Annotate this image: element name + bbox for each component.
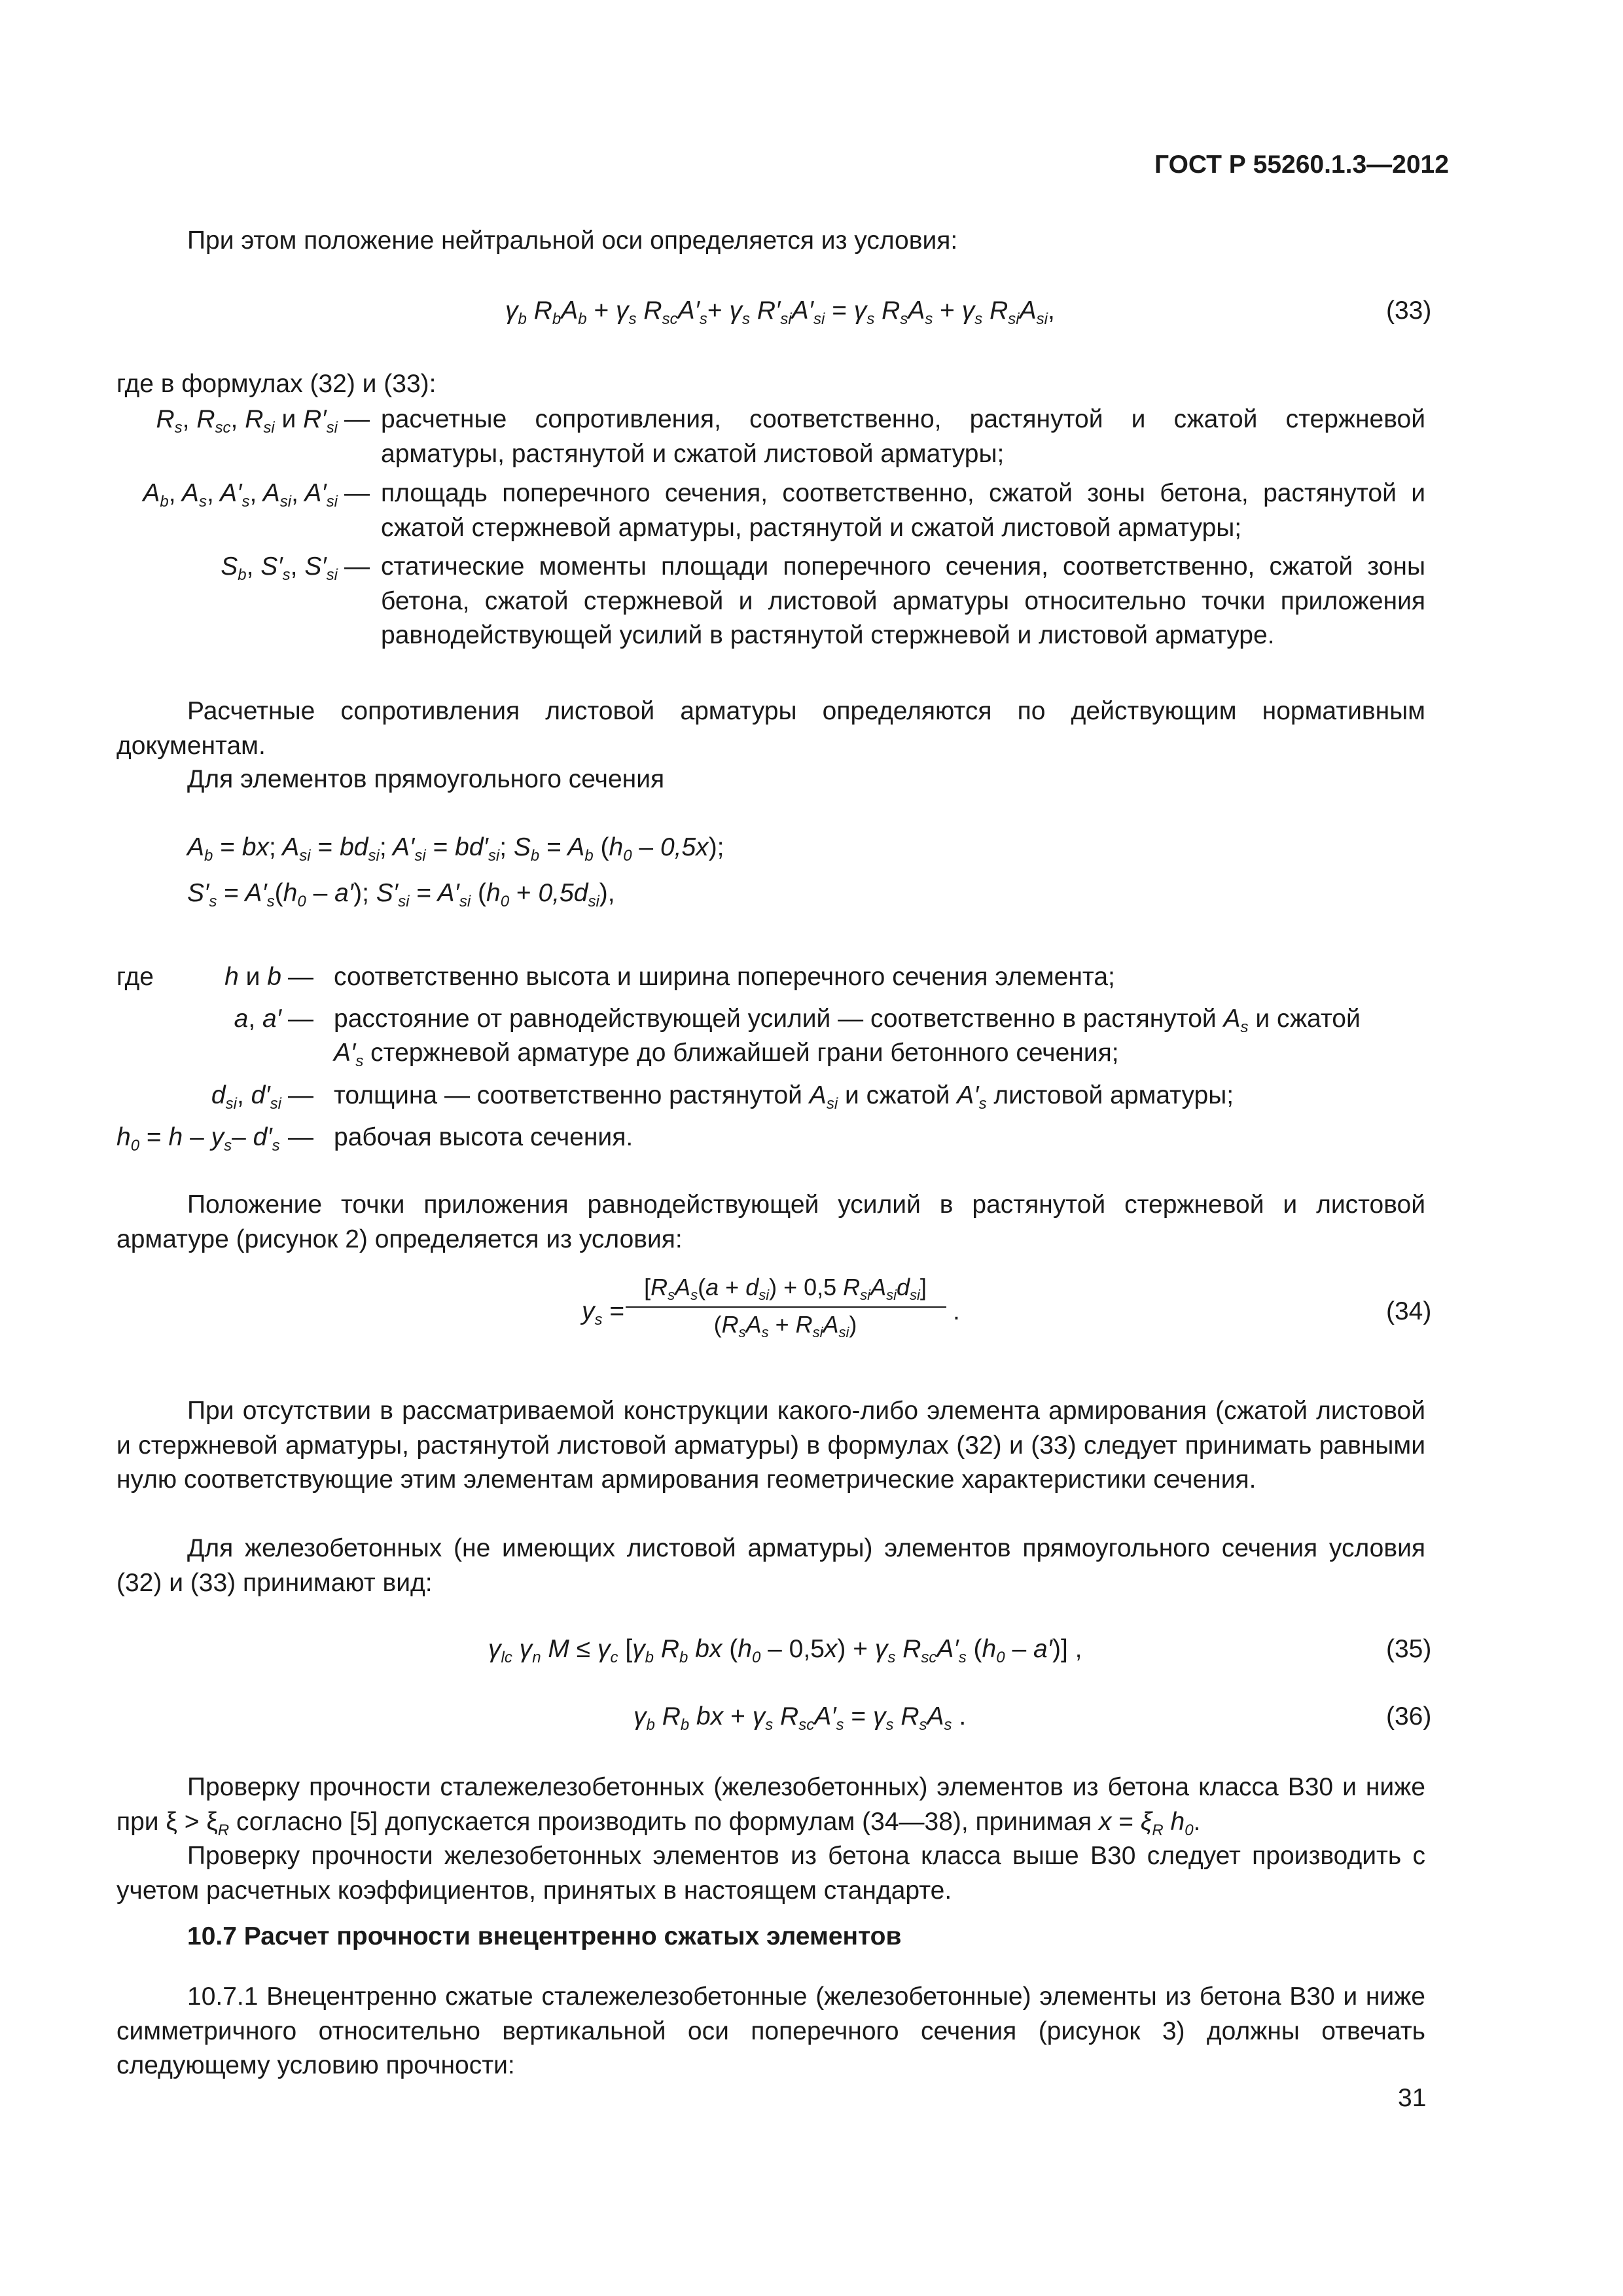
paragraph-point: Положение точки приложения равнодействующей усилий в растянутой стержневой и листовой арматуре (рисунок 2) определяется из условия: (116, 1191, 1425, 1253)
def-body-resistance: расчетные сопротивления, соответственно, растянутой и сжатой стержневой арматуры, растянутой и сжатой листовой арматуры; (381, 405, 1425, 468)
paragraph-absence: При отсутствии в рассматриваемой конструкции какого-либо элемента армирования (сжатой листовой и стержневой арматуры, растянутой листовой арматуры) в формулах (32) и (33) следует принимать равными нулю соответствующие этим элементам армирования геометрические характеристики сечения. (116, 1397, 1425, 1494)
def-term-area: $A_b$, $A_s$, $A'_s$, $A_{si}$, $A'_{si}$ (143, 479, 338, 511)
def-term-h0: $h_0 = h - y_s-$ $d'_s$ (116, 1123, 280, 1155)
def-dash: — (344, 552, 370, 581)
paragraph-check-1: Проверку прочности сталежелезобетонных (железобетонных) элементов из бетона класса В30 и ниже при $\xi > \xi_R$ согласно [5] допускается производить по формулам (34—38), принимая $x = \xi_R$ $h_0$. (116, 1773, 1425, 1839)
equation-34-lhs: $y_s$ = (582, 1297, 625, 1329)
section-heading: 10.7 Расчет прочности внецентренно сжатых элементов (187, 1922, 902, 1950)
equation-34-period: . (953, 1297, 960, 1325)
equation-33-number: (33) (1386, 296, 1432, 325)
def-term-hb: h и b (224, 963, 281, 991)
equation-34-numerator: [$R_sA_s(a + d_{si}) + 0,5$ $R_{si}A_{si}d_{si}$] (644, 1274, 927, 1303)
def-body-area: площадь поперечного сечения, соответственно, сжатой зоны бетона, растянутой и сжатой стержневой арматуры, растянутой и сжатой листовой арматуры; (381, 479, 1425, 542)
equation-36: $\gamma_b$ $R_b$ bx + $\gamma_s$ $R_{sc}A'_s = \gamma_s$ $R_sA_s$ . (633, 1702, 967, 1734)
paragraph-check-2: Проверку прочности железобетонных элементов из бетона класса выше В30 следует производить с учетом расчетных коэффициентов, принятых в настоящем стандарте. (116, 1842, 1425, 1905)
equation-34-denominator: $(R_sA_s + R_{si}A_{si})$ (713, 1311, 857, 1340)
equation-35: $\gamma_{lc}$ $\gamma_n$ $M \le \gamma_c$ [$\gamma_b$ $R_b$ bx $(h_0 - 0,5x) + \gamma_s$ $R_{sc}A'_s$ $(h_0 - a')$] , (488, 1635, 1082, 1666)
paragraph-rectangular: Для элементов прямоугольного сечения (187, 765, 665, 793)
def-body-h0: рабочая высота сечения. (334, 1123, 633, 1151)
equation-33: $\gamma_b$ $R_bA_b + \gamma_s$ $R_{sc}A'_s+ \gamma_s$ $R'_{si}A'_{si} = \gamma_s$ $R_sA_s + \gamma_s$ $R_{si}A_{si}$, (505, 296, 1055, 328)
equation-36-number: (36) (1386, 1702, 1432, 1731)
def-term-a: a, a′ (234, 1005, 281, 1033)
paragraph-rc: Для железобетонных (не имеющих листовой арматуры) элементов прямоугольного сечения условия (32) и (33) принимают вид: (116, 1534, 1425, 1597)
def-term-moments: $S_b$, $S'_s$, $S'_{si}$ (221, 552, 338, 584)
def-dash: — (344, 405, 370, 433)
formula-rect-2: $S'_s = A'_s(h_0 - a')$; $S'_{si} = A'_{si}$ $(h_0 + 0,5d_{si})$, (187, 879, 615, 910)
def-dash: — (344, 479, 370, 507)
where-label: где (116, 963, 154, 991)
def-body-d: толщина — соответственно растянутой $A_{si}$ и сжатой $A'_s$ листовой арматуры; (334, 1081, 1234, 1113)
formula-rect-1: $A_b$ = bx; $A_{si} = bd_{si}$; $A'_{si} = bd'_{si}$; $S_b = A_b$ $(h_0 - 0,5x)$; (187, 833, 724, 865)
def-term-d: $d_{si}$, $d'_{si}$ (211, 1081, 281, 1113)
def-body-a-line1: расстояние от равнодействующей усилий — соответственно в растянутой $A_s$ и сжатой (334, 1005, 1361, 1036)
paragraph-10-7-1: 10.7.1 Внецентренно сжатые сталежелезобетонные (железобетонные) элементы из бетона В30 и ниже симметричного относительно вертикальной оси поперечного сечения (рисунок 3) должны отвечать следующему условию прочности: (116, 1982, 1425, 2079)
fraction-bar (626, 1306, 946, 1308)
def-body-a-line2: $A'_s$ стержневой арматуре до ближайшей грани бетонного сечения; (334, 1039, 1119, 1070)
equation-35-number: (35) (1386, 1635, 1432, 1663)
def-dash: — (288, 963, 313, 991)
def-term-resistance: $R_s$, $R_{sc}$, $R_{si}$ и $R'_{si}$ (156, 405, 338, 437)
intro-text: При этом положение нейтральной оси определяется из условия: (187, 226, 958, 255)
def-dash: — (288, 1123, 313, 1151)
equation-34-number: (34) (1386, 1297, 1432, 1325)
where-text: где в формулах (32) и (33): (116, 370, 437, 398)
def-dash: — (288, 1005, 313, 1033)
page-number: 31 (1398, 2084, 1427, 2112)
def-dash: — (288, 1081, 313, 1109)
def-body-hb: соответственно высота и ширина поперечного сечения элемента; (334, 963, 1115, 991)
paragraph-resistance: Расчетные сопротивления листовой арматуры определяются по действующим нормативным документам. (116, 697, 1425, 760)
def-body-moments: статические моменты площади поперечного сечения, соответственно, сжатой зоны бетона, сжатой стержневой и листовой арматуры относительно точки приложения равнодействующей усилий в растянутой стержневой и листовой арматуре. (381, 552, 1425, 649)
standard-id: ГОСТ Р 55260.1.3—2012 (1154, 151, 1449, 179)
